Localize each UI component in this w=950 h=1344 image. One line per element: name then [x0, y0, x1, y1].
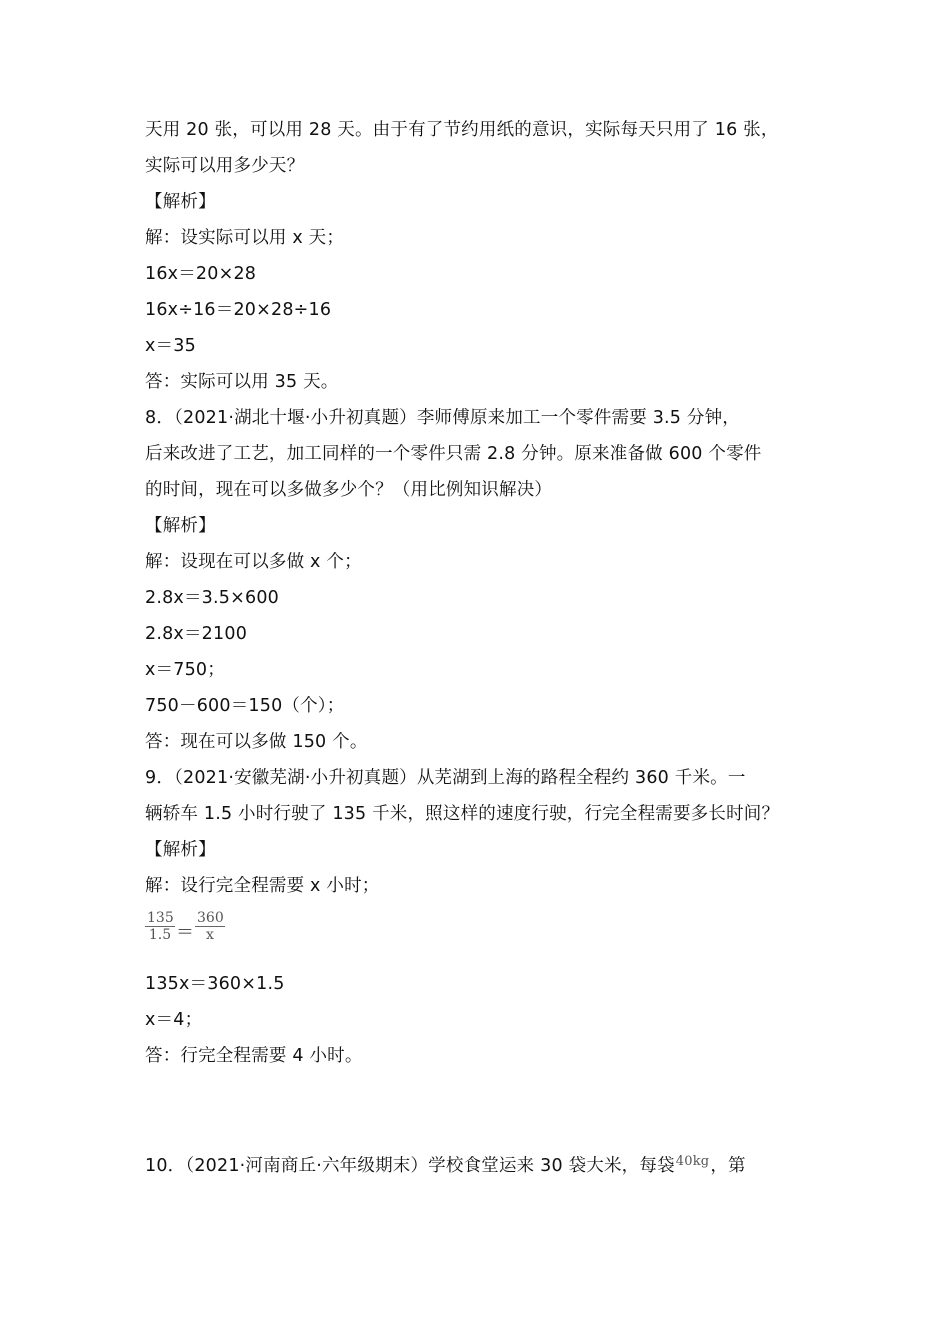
question-9: 9．（2021·安徽芜湖·小升初真题）从芜湖到上海的路程全程约 360 千米。一 [145, 768, 746, 788]
question-10 [145, 1154, 746, 1180]
text-line: 辆轿车 1.5 小时行驶了 135 千米，照这样的速度行驶，行完全程需要多长时间？ [145, 804, 780, 824]
unit-kg: 40kg [675, 1154, 710, 1169]
equation-line: 2.8x＝3.5×600 [145, 588, 279, 608]
solution-line: 解：设行完全程需要 x 小时； [145, 876, 380, 896]
question-10-text: 10．（2021·河南商丘·六年级期末）学校食堂运来 30 袋大米，每袋 [145, 1156, 675, 1176]
analysis-heading: 【解析】 [145, 516, 216, 536]
answer-line: 答：现在可以多做 150 个。 [145, 732, 368, 752]
equation-line: x＝4； [145, 1010, 203, 1030]
fraction-numerator: 135 [147, 910, 174, 926]
answer-line: 答：实际可以用 35 天。 [145, 372, 339, 392]
equation-line: 16x÷16＝20×28÷16 [145, 300, 332, 320]
equation-line: 135x＝360×1.5 [145, 974, 285, 994]
equation-line: 16x＝20×28 [145, 264, 257, 284]
fraction-left [145, 910, 175, 943]
fraction-denominator: 1.5 [148, 927, 172, 943]
fraction-right [195, 910, 225, 943]
solution-line: 解：设现在可以多做 x 个； [145, 552, 362, 572]
fraction-denominator: x [206, 927, 214, 943]
equals-sign: ＝ [176, 922, 194, 943]
answer-line: 答：行完全程需要 4 小时。 [145, 1046, 363, 1066]
text-line: 天用 20 张，可以用 28 天。由于有了节约用纸的意识，实际每天只用了 16 张， [145, 120, 779, 140]
text-line: 的时间，现在可以多做多少个？（用比例知识解决） [145, 480, 553, 500]
analysis-heading: 【解析】 [145, 192, 216, 212]
equation-line: x＝750； [145, 660, 225, 680]
question-8: 8．（2021·湖北十堰·小升初真题）李师傅原来加工一个零件需要 3.5 分钟， [145, 408, 740, 428]
fraction-numerator: 360 [197, 910, 224, 926]
equation-line: 2.8x＝2100 [145, 624, 248, 644]
text-line: 实际可以用多少天？ [145, 156, 305, 176]
equation-line: x＝35 [145, 336, 196, 356]
text-line: 后来改进了工艺，加工同样的一个零件只需 2.8 分钟。原来准备做 600 个零件 [145, 444, 762, 464]
analysis-heading: 【解析】 [145, 840, 216, 860]
solution-line: 解：设实际可以用 x 天； [145, 228, 345, 248]
equation-line: 750－600＝150（个）； [145, 696, 345, 716]
question-10-tail: ，第 [710, 1156, 746, 1176]
